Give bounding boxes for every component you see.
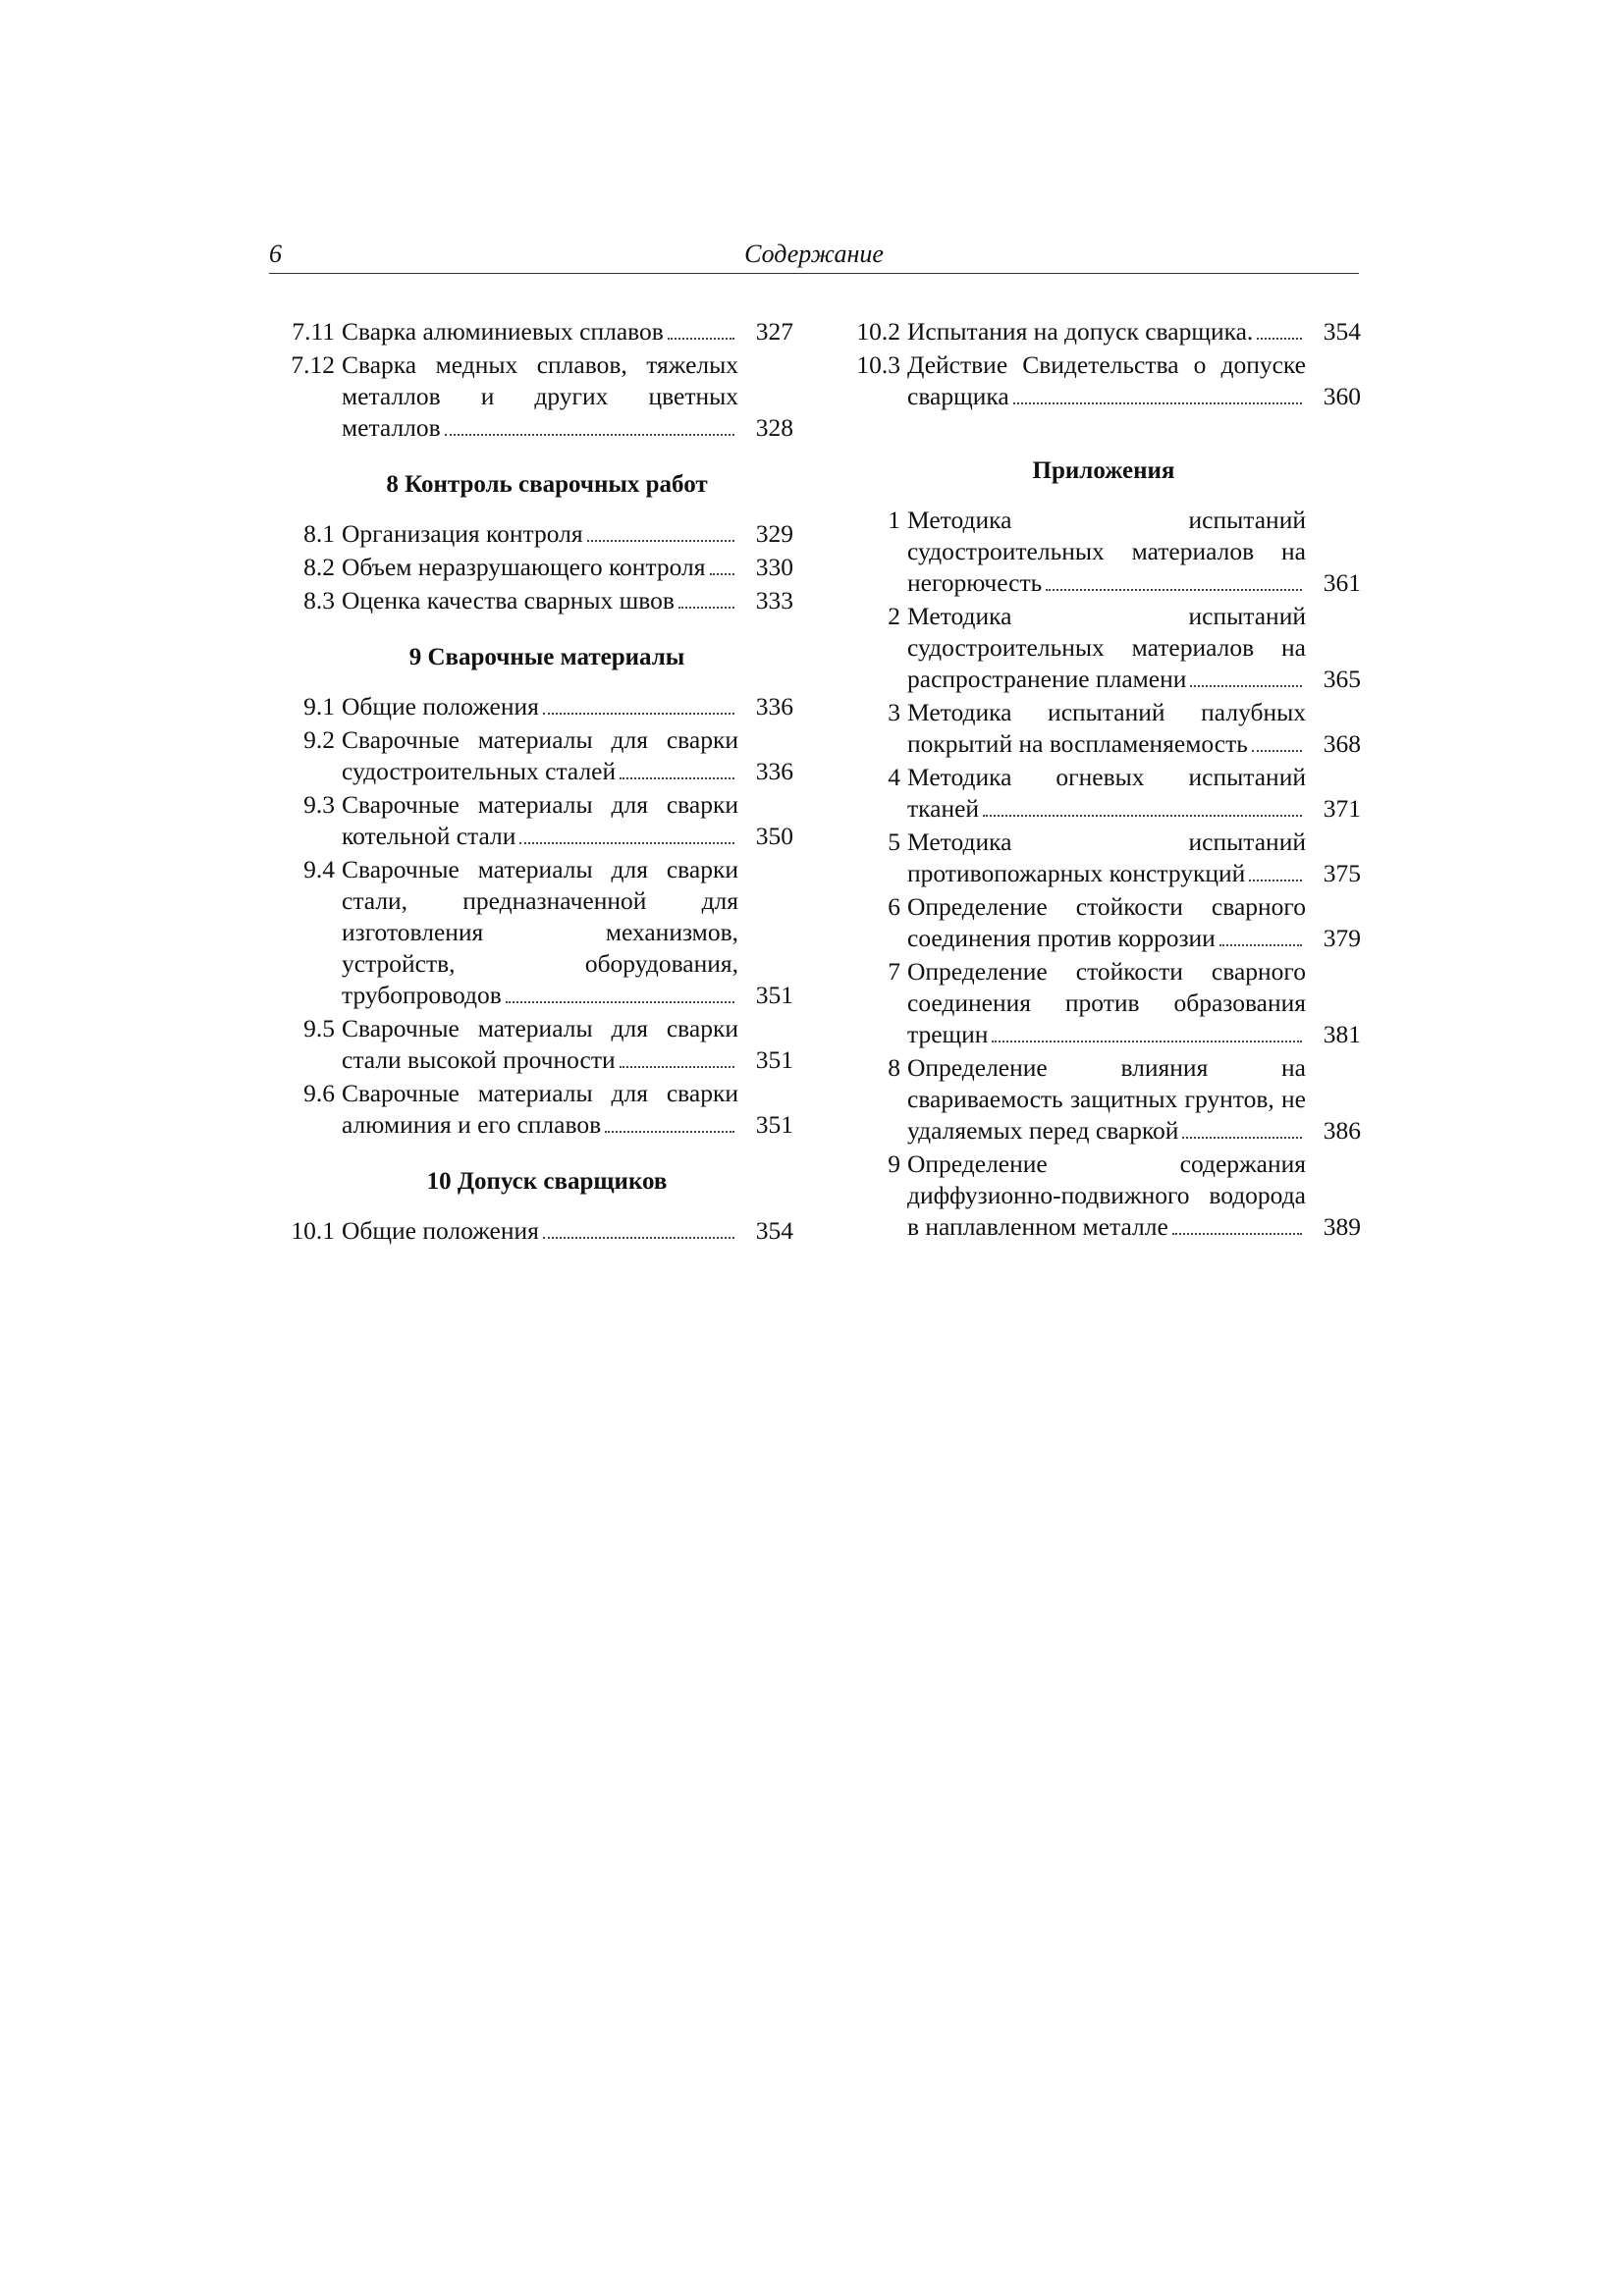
dot-leader: [992, 1021, 1302, 1042]
toc-entry-number: 4: [888, 763, 900, 791]
toc-entry-title: Общие положения: [342, 691, 738, 722]
header-rule: [269, 273, 1359, 274]
dot-leader: [1219, 925, 1302, 946]
dot-leader: [620, 1046, 734, 1068]
toc-entry-page: 361: [1323, 568, 1361, 597]
dot-leader: [668, 318, 734, 340]
toc-entry[interactable]: [846, 827, 1361, 889]
dot-leader: [605, 1111, 734, 1133]
toc-entry-title: Методика испытаний палубных покрытий на воспламеняемость: [907, 698, 1306, 758]
toc-entry[interactable]: [283, 585, 793, 616]
toc-entry-number: 8.3: [303, 586, 335, 614]
toc-entry[interactable]: [846, 697, 1361, 760]
toc-entry-number: 9.5: [303, 1014, 335, 1042]
dot-leader: [587, 520, 734, 542]
toc-entry-page: 333: [755, 586, 793, 614]
toc-entry-page: 336: [755, 757, 793, 785]
toc-entry-number: 5: [888, 828, 900, 856]
running-title: Содержание: [744, 240, 884, 268]
toc-entry-title: Сварочные материалы для сварки алюминия и его сплавов: [342, 1079, 738, 1139]
toc-entry-title: Методика испытаний судостроительных материалов на распространение пламени: [907, 602, 1306, 693]
toc-entry-title: Определение стойкости сварного соединения против коррозии: [907, 892, 1306, 952]
toc-entry[interactable]: [283, 1078, 793, 1141]
toc-entry-title: Определение содержания диффузионно-подвижного водорода в наплавленном металле: [907, 1149, 1306, 1241]
toc-entry-number: 1: [888, 506, 900, 534]
toc-entry-number: 10.3: [856, 350, 900, 379]
toc-entry-number: 8.2: [303, 553, 335, 581]
toc-entry[interactable]: [846, 505, 1361, 599]
toc-entry[interactable]: [283, 316, 793, 347]
toc-entry-number: 3: [888, 698, 900, 726]
dot-leader: [1257, 318, 1302, 340]
section-heading-9: 9 Сварочные материалы: [408, 644, 685, 670]
dot-leader: [1046, 569, 1302, 591]
toc-entry-title: Методика испытаний судостроительных материалов на негорючесть: [907, 506, 1306, 597]
toc-entry-title: Сварочные материалы для сварки котельной стали: [342, 790, 738, 850]
dot-leader: [678, 587, 734, 609]
dot-leader: [1252, 730, 1302, 752]
toc-entry[interactable]: [283, 349, 793, 444]
toc-entry[interactable]: [846, 349, 1361, 412]
toc-entry-number: 9.1: [303, 692, 335, 721]
toc-entry-number: 8: [888, 1053, 900, 1082]
page-number: 6: [269, 240, 282, 268]
toc-entry-page: 375: [1323, 859, 1361, 887]
toc-entry-page: 327: [755, 317, 793, 346]
toc-entry-title: Сварка медных сплавов, тяжелых металлов и других цветных металлов: [342, 350, 738, 442]
toc-entry-page: 368: [1323, 729, 1361, 758]
toc-right-column: [846, 316, 1361, 1256]
toc-entry-number: 10.2: [856, 317, 900, 346]
toc-entry-page: 389: [1323, 1212, 1361, 1241]
toc-entry-title: Действие Свидетельства о допуске сварщика: [907, 350, 1306, 410]
dot-leader: [519, 823, 734, 844]
toc-entry-title: Методика испытаний противопожарных конструкций: [907, 828, 1306, 887]
dot-leader: [1013, 383, 1302, 404]
toc-entry[interactable]: [283, 724, 793, 787]
toc-entry[interactable]: [846, 601, 1361, 695]
toc-entry-page: 354: [755, 1216, 793, 1245]
page-header: [269, 238, 1359, 273]
toc-entry[interactable]: [283, 518, 793, 550]
toc-entry-title: Определение стойкости сварного соединения против образования трещин: [907, 957, 1306, 1048]
toc-entry-page: 379: [1323, 924, 1361, 952]
toc-entry-title: Оценка качества сварных швов: [342, 585, 738, 616]
toc-entry[interactable]: [283, 1013, 793, 1076]
toc-entry-number: 2: [888, 602, 900, 630]
toc-entry-number: 7.11: [292, 317, 335, 346]
dot-leader: [620, 758, 734, 779]
toc-entry-number: 8.1: [303, 519, 335, 548]
toc-group-9: [283, 691, 793, 1141]
toc-entry[interactable]: [283, 854, 793, 1011]
toc-group-appendix: [846, 505, 1361, 1243]
toc-entry-page: 371: [1323, 794, 1361, 823]
toc-entry-title: Сварка алюминиевых сплавов: [342, 316, 738, 347]
toc-entry-page: 329: [755, 519, 793, 548]
toc-entry-page: 330: [755, 553, 793, 581]
toc-entry-title: Сварочные материалы для сварки стали, предназначенной для изготовления механизмов, устройств, оборудования, трубопроводов: [342, 855, 738, 1009]
toc-entry-page: 328: [755, 413, 793, 442]
toc-entry-page: 351: [755, 981, 793, 1009]
toc-entry-number: 9.4: [303, 855, 335, 883]
toc-entry-page: 354: [1323, 317, 1361, 346]
toc-entry-number: 10.1: [291, 1216, 335, 1245]
toc-entry-page: 351: [755, 1045, 793, 1074]
toc-entry-title: Испытания на допуск сварщика.: [907, 316, 1306, 347]
toc-group-10-cont: [846, 316, 1361, 412]
toc-left-column: [283, 316, 793, 1260]
toc-entry[interactable]: [846, 956, 1361, 1050]
toc-entry[interactable]: [846, 316, 1361, 347]
toc-entry-page: 351: [755, 1110, 793, 1139]
toc-entry[interactable]: [283, 691, 793, 722]
toc-entry-number: 7: [888, 957, 900, 986]
toc-entry-number: 6: [888, 892, 900, 921]
toc-entry[interactable]: [283, 1215, 793, 1247]
toc-entry[interactable]: [846, 762, 1361, 825]
dot-leader: [543, 693, 734, 715]
toc-entry-title: Сварочные материалы для сварки стали высокой прочности: [342, 1014, 738, 1074]
appendix-heading: Приложения: [1032, 457, 1175, 484]
dot-leader: [506, 982, 734, 1003]
toc-entry-number: 7.12: [291, 350, 335, 379]
dot-leader: [1190, 666, 1302, 687]
dot-leader: [1249, 860, 1302, 881]
dot-leader: [983, 795, 1302, 817]
dot-leader: [543, 1217, 734, 1239]
toc-entry-number: 9.3: [303, 790, 335, 819]
section-heading-10: 10 Допуск сварщиков: [426, 1168, 668, 1195]
toc-entry-number: 9.6: [303, 1079, 335, 1107]
toc-entry[interactable]: [846, 1148, 1361, 1243]
dot-leader: [1182, 1117, 1302, 1139]
toc-entry-number: 9: [888, 1149, 900, 1178]
toc-entry[interactable]: [846, 1052, 1361, 1147]
toc-entry-title: Объем неразрушающего контроля: [342, 552, 738, 583]
toc-group-7: [283, 316, 793, 444]
toc-group-10: [283, 1215, 793, 1247]
section-heading-8: 8 Контроль сварочных работ: [386, 471, 708, 498]
toc-entry-page: 386: [1323, 1116, 1361, 1145]
toc-entry-title: Организация контроля: [342, 518, 738, 550]
toc-entry-title: Общие положения: [342, 1215, 738, 1247]
dot-leader: [710, 554, 734, 575]
toc-entry[interactable]: [283, 552, 793, 583]
toc-entry-number: 9.2: [303, 725, 335, 754]
toc-entry-page: 365: [1323, 665, 1361, 693]
dot-leader: [445, 414, 734, 436]
toc-entry-title: Методика огневых испытаний тканей: [907, 763, 1306, 823]
toc-entry-page: 336: [755, 692, 793, 721]
toc-entry[interactable]: [846, 891, 1361, 954]
toc-group-8: [283, 518, 793, 616]
toc-entry-page: 381: [1323, 1020, 1361, 1048]
toc-entry-page: 350: [755, 822, 793, 850]
toc-entry[interactable]: [283, 789, 793, 852]
toc-entry-page: 360: [1323, 382, 1361, 410]
dot-leader: [1172, 1213, 1302, 1235]
toc-entry-title: Определение влияния на свариваемость защитных грунтов, не удаляемых перед сваркой: [907, 1053, 1306, 1145]
toc-entry-title: Сварочные материалы для сварки судостроительных сталей: [342, 725, 738, 785]
